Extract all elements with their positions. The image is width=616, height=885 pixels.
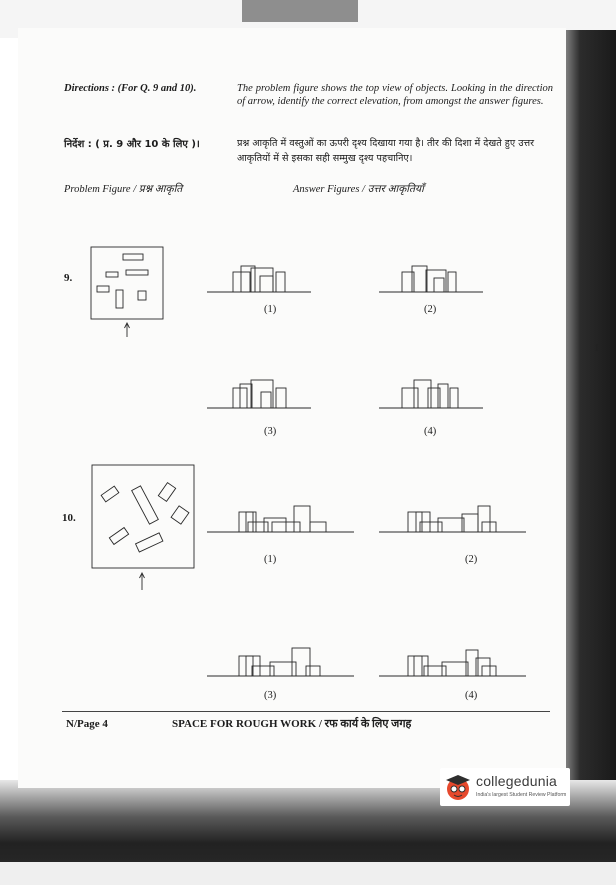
question-9-number: 9. <box>64 272 73 284</box>
rough-work-label: SPACE FOR ROUGH WORK / रफ कार्य के लिए जगह <box>172 718 412 730</box>
question-10-number: 10. <box>62 512 76 524</box>
q9-answer-figure-1 <box>206 258 312 298</box>
q9-answer-figure-3 <box>206 374 312 414</box>
directions-text: The problem figure shows the top view of objects. Looking in the direction of arrow, identify the correct elevation, from amongst the answer figures. <box>237 83 553 107</box>
footer-rule <box>62 711 550 712</box>
q9-option-3-label[interactable]: (3) <box>264 426 277 437</box>
q9-option-2-label[interactable]: (2) <box>424 304 437 315</box>
directions-hindi-text: प्रश्न आकृति में वस्तुओं का ऊपरी दृश्य दिखाया गया है। तीर की दिशा में देखते हुए उत्तर आकृतियों में से इसका सही सम्मुख दृश्य पहचानिए। <box>237 138 535 164</box>
collegedunia-watermark <box>440 768 570 806</box>
q10-option-2-label[interactable]: (2) <box>465 554 478 565</box>
graduate-mascot-icon <box>443 772 473 802</box>
q9-option-1-label[interactable]: (1) <box>264 304 277 315</box>
q9-problem-figure <box>90 244 190 339</box>
q9-option-4-label[interactable]: (4) <box>424 426 437 437</box>
scan-binder-tab <box>242 0 358 22</box>
q10-option-4-label[interactable]: (4) <box>465 690 478 701</box>
scan-bottom-strip <box>0 862 616 885</box>
problem-figure-heading: Problem Figure / प्रश्न आकृति <box>64 184 183 195</box>
answer-figures-heading: Answer Figures / उत्तर आकृतियाँ <box>293 184 424 195</box>
q10-answer-figure-2 <box>378 498 528 538</box>
directions-hindi-label: निर्देश : ( प्र. 9 और 10 के लिए )। <box>64 139 200 150</box>
directions-label: Directions : (For Q. 9 and 10). <box>64 83 197 94</box>
q10-answer-figure-3 <box>206 642 356 682</box>
q10-problem-figure <box>90 462 200 592</box>
q10-option-1-label[interactable]: (1) <box>264 554 277 565</box>
q9-answer-figure-2 <box>378 258 484 298</box>
watermark-tagline: India's largest Student Review Platform <box>476 792 567 798</box>
q10-option-3-label[interactable]: (3) <box>264 690 277 701</box>
page-number: N/Page 4 <box>66 718 108 730</box>
q10-answer-figure-1 <box>206 498 356 538</box>
q10-answer-figure-4 <box>378 642 528 682</box>
margin-mark: 1 <box>594 342 600 354</box>
q9-answer-figure-4 <box>378 374 484 414</box>
watermark-name: collegedunia <box>476 773 558 789</box>
